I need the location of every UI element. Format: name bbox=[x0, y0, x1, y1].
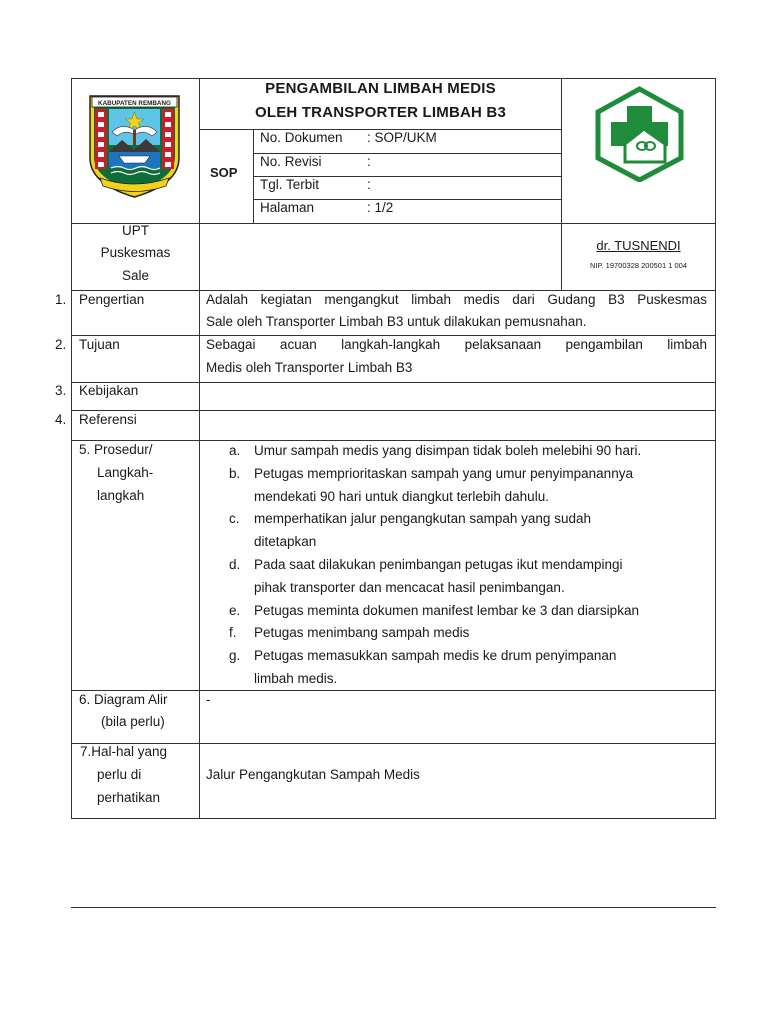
section-label-line: perhatikan bbox=[97, 790, 161, 805]
step-text: Petugas memprioritaskan sampah yang umur penyimpanannya bbox=[254, 465, 633, 481]
step-marker: e. bbox=[229, 602, 241, 618]
step-text: mendekati 90 hari untuk diangkut terlebih dahulu. bbox=[254, 488, 549, 504]
unit-name-line: Puskesmas bbox=[100, 245, 171, 260]
step-text: pihak transporter dan mencacat hasil penimbangan. bbox=[254, 579, 565, 595]
step-marker: d. bbox=[229, 556, 241, 572]
step-text: limbah medis. bbox=[254, 670, 338, 686]
unit-name-line: Sale bbox=[121, 268, 150, 283]
doc-field-value: : bbox=[367, 177, 371, 192]
section-label-line: 5. Prosedur/ bbox=[79, 442, 153, 457]
section-label: Kebijakan bbox=[79, 383, 139, 398]
section-label-line: 6. Diagram Alir bbox=[79, 692, 168, 707]
section-label: Tujuan bbox=[79, 337, 120, 352]
doc-field-label: Tgl. Terbit bbox=[260, 177, 320, 192]
section-label: Pengertian bbox=[79, 292, 145, 307]
step-marker: c. bbox=[229, 511, 240, 527]
step-marker: f. bbox=[229, 625, 237, 641]
doc-field-value: : SOP/UKM bbox=[367, 130, 437, 145]
procedure-step bbox=[229, 645, 699, 691]
procedure-step bbox=[229, 622, 699, 645]
section-number: 2. bbox=[55, 337, 67, 352]
unit-name-line: UPT bbox=[122, 223, 149, 238]
section-text-line: Adalah kegiatan mengangkut limbah medis dari Gudang B3 Puskesmas bbox=[206, 292, 707, 307]
puskesmas-logo bbox=[592, 86, 687, 182]
doc-field-label: No. Dokumen bbox=[260, 130, 343, 145]
section-label-line: Langkah- bbox=[97, 465, 154, 480]
procedure-list bbox=[229, 440, 699, 691]
step-marker: g. bbox=[229, 648, 241, 664]
document-title-line-2: OLEH TRANSPORTER LIMBAH B3 bbox=[254, 104, 507, 121]
section-number: 4. bbox=[55, 412, 67, 427]
doc-field-label: Halaman bbox=[260, 200, 315, 215]
section-value: - bbox=[206, 692, 211, 707]
step-marker: a. bbox=[229, 443, 241, 458]
doc-field-value: : bbox=[367, 154, 371, 169]
section-label: Referensi bbox=[79, 412, 137, 427]
procedure-step bbox=[229, 508, 699, 554]
procedure-step bbox=[229, 554, 699, 600]
step-text: Petugas menimbang sampah medis bbox=[254, 625, 470, 641]
footer-divider bbox=[71, 907, 716, 908]
signer-name: dr. TUSNENDI bbox=[596, 238, 681, 253]
section-label-line: langkah bbox=[97, 488, 145, 503]
section-text-line: Sale oleh Transporter Limbah B3 untuk dilakukan pemusnahan. bbox=[206, 314, 587, 329]
signer-nip: NIP. 19700328 200501 1 004 bbox=[589, 261, 688, 270]
step-text: Petugas memasukkan sampah medis ke drum penyimpanan bbox=[254, 648, 617, 664]
sop-label: SOP bbox=[210, 165, 238, 180]
procedure-step bbox=[229, 440, 699, 463]
step-text: Pada saat dilakukan penimbangan petugas ikut mendampingi bbox=[254, 556, 623, 572]
step-text: Petugas meminta dokumen manifest lembar ke 3 dan diarsipkan bbox=[254, 602, 639, 618]
procedure-step bbox=[229, 463, 699, 509]
section-label-line: (bila perlu) bbox=[101, 714, 165, 729]
document-title-line-1: PENGAMBILAN LIMBAH MEDIS bbox=[265, 80, 496, 97]
section-text-line: Sebagai acuan langkah-langkah pelaksanaan pengambilan limbah bbox=[206, 337, 707, 352]
step-text: ditetapkan bbox=[254, 534, 317, 550]
doc-field-label: No. Revisi bbox=[260, 154, 322, 169]
procedure-step bbox=[229, 600, 699, 623]
step-text: memperhatikan jalur pengangkutan sampah yang sudah bbox=[254, 511, 591, 527]
step-text: Umur sampah medis yang disimpan tidak boleh melebihi 90 hari. bbox=[254, 443, 642, 458]
section-text-line: Medis oleh Transporter Limbah B3 bbox=[206, 360, 413, 375]
step-marker: b. bbox=[229, 465, 241, 481]
section-label-line: perlu di bbox=[97, 767, 142, 782]
doc-field-value: : 1/2 bbox=[367, 200, 394, 215]
section-value: Jalur Pengangkutan Sampah Medis bbox=[206, 767, 420, 782]
section-number: 1. bbox=[55, 292, 67, 307]
section-label-line: 7.Hal-hal yang bbox=[80, 744, 168, 759]
kabupaten-rembang-logo bbox=[86, 92, 183, 200]
section-number: 3. bbox=[55, 383, 67, 398]
logo-banner-text: KABUPATEN REMBANG bbox=[98, 100, 171, 107]
